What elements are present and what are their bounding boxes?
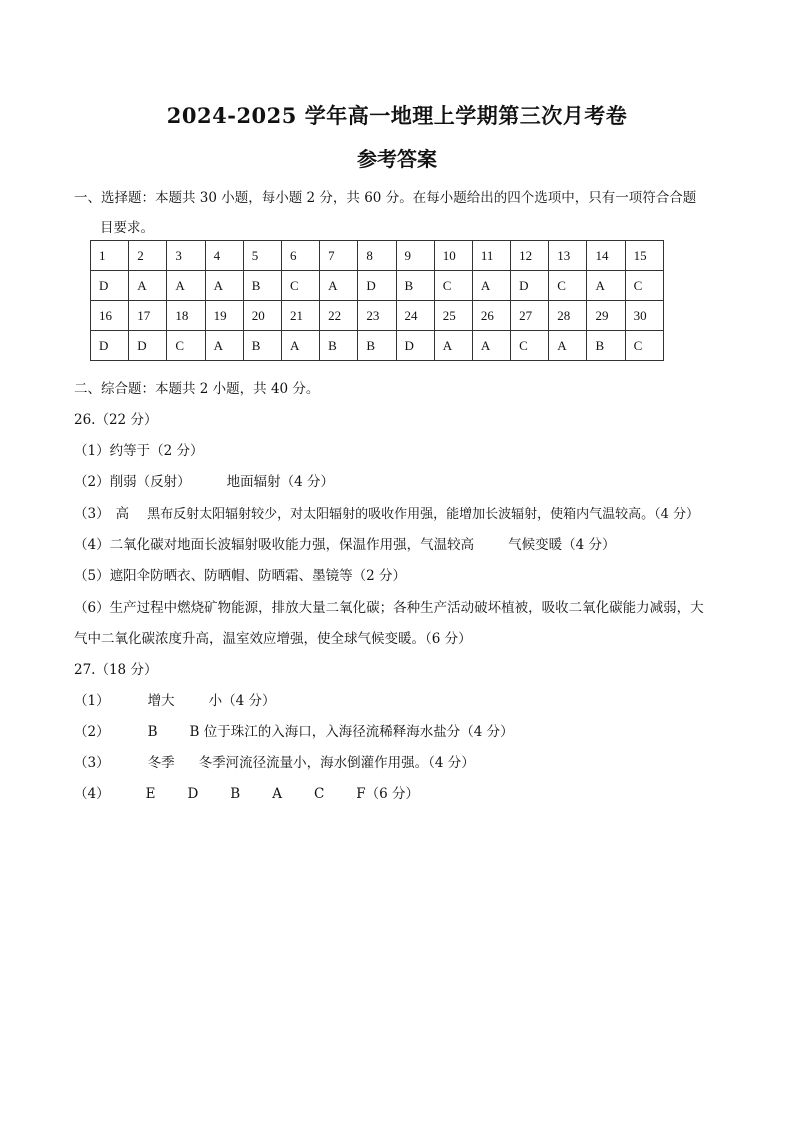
q27-answer-4-letter: C xyxy=(313,786,325,802)
table-cell: A xyxy=(549,331,587,361)
table-cell: 4 xyxy=(205,241,243,271)
table-cell: 15 xyxy=(625,241,663,271)
table-cell: B xyxy=(243,271,281,301)
table-cell: 21 xyxy=(281,301,319,331)
q26-answer-6-line2: 气中二氧化碳浓度升高，温室效应增强，使全球气候变暖。（6 分） xyxy=(74,631,472,647)
table-cell: D xyxy=(91,331,129,361)
table-cell: 24 xyxy=(396,301,434,331)
q27-answer-4-letter: D xyxy=(187,786,199,802)
table-cell: 25 xyxy=(434,301,472,331)
q26-answer-3-number: （3） xyxy=(74,506,110,522)
table-cell: A xyxy=(472,331,510,361)
table-cell: 30 xyxy=(625,301,663,331)
q27-label: 27.（18 分） xyxy=(74,662,158,678)
table-cell: C xyxy=(434,271,472,301)
q26-answer-4-part1: （4）二氧化碳对地面长波辐射吸收能力强，保温作用强，气温较高 xyxy=(74,537,475,553)
q27-answer-3-number: （3） xyxy=(74,755,110,771)
table-cell: B xyxy=(358,331,396,361)
table-cell: C xyxy=(281,271,319,301)
table-cell: 1 xyxy=(91,241,129,271)
table-cell: C xyxy=(625,271,663,301)
table-cell: A xyxy=(167,271,205,301)
table-cell: 29 xyxy=(587,301,625,331)
table-cell: C xyxy=(549,271,587,301)
table-cell: 18 xyxy=(167,301,205,331)
section1-instructions-line2: 目要求。 xyxy=(100,220,154,236)
table-cell: C xyxy=(625,331,663,361)
section2-heading: 二、综合题：本题共 2 小题，共 40 分。 xyxy=(74,381,320,397)
table-cell: 5 xyxy=(243,241,281,271)
table-cell: A xyxy=(205,271,243,301)
table-cell: 12 xyxy=(511,241,549,271)
table-cell: 7 xyxy=(320,241,358,271)
table-cell: 22 xyxy=(320,301,358,331)
table-cell: A xyxy=(587,271,625,301)
table-cell: 16 xyxy=(91,301,129,331)
table-cell: A xyxy=(434,331,472,361)
document-subtitle: 参考答案 xyxy=(357,147,437,171)
table-cell: 23 xyxy=(358,301,396,331)
table-cell: B xyxy=(243,331,281,361)
section1-instructions-line1: 一、选择题：本题共 30 小题，每小题 2 分，共 60 分。在每小题给出的四个选项中，只有一项符合合题 xyxy=(74,190,697,206)
table-cell: 10 xyxy=(434,241,472,271)
table-cell: D xyxy=(396,331,434,361)
q26-answer-6-line1: （6）生产过程中燃烧矿物能源，排放大量二氧化碳；各种生产活动破坏植被，吸收二氧化碳能力减弱，大 xyxy=(74,600,704,616)
q27-answer-2-part2: B 位于珠江的入海口，入海径流稀释海水盐分（4 分） xyxy=(189,724,514,740)
q27-answer-4-letter: B xyxy=(230,786,241,802)
q26-answer-4 xyxy=(74,533,615,553)
table-cell: A xyxy=(205,331,243,361)
q27-answer-2 xyxy=(74,720,514,740)
q27-answer-4-letter: A xyxy=(272,786,282,802)
table-cell: 2 xyxy=(129,241,167,271)
q27-answer-1-part1: 增大 xyxy=(147,693,175,709)
q27-answer-3 xyxy=(74,751,475,771)
table-cell: A xyxy=(320,271,358,301)
q27-answer-1 xyxy=(74,689,275,709)
table-cell: A xyxy=(281,331,319,361)
table-cell: 17 xyxy=(129,301,167,331)
q27-answer-2-number: （2） xyxy=(74,724,110,740)
table-cell: 20 xyxy=(243,301,281,331)
table-cell: 11 xyxy=(472,241,510,271)
table-cell: B xyxy=(587,331,625,361)
q26-answer-2-part2: 地面辐射（4 分） xyxy=(226,474,334,490)
q27-answer-3-part2: 冬季河流径流量小，海水倒灌作用强。（4 分） xyxy=(198,755,475,771)
q27-answer-3-part1: 冬季 xyxy=(147,755,175,771)
table-cell: B xyxy=(396,271,434,301)
q27-answer-1-part2: 小（4 分） xyxy=(208,693,276,709)
table-cell: A xyxy=(129,271,167,301)
q26-answer-5: （5）遮阳伞防晒衣、防晒帽、防晒霜、墨镜等（2 分） xyxy=(74,568,406,584)
table-cell: B xyxy=(320,331,358,361)
document-title: 2024-2025 学年高一地理上学期第三次月考卷 xyxy=(166,103,628,128)
q26-answer-4-part2: 气候变暖（4 分） xyxy=(508,537,616,553)
q27-answer-4 xyxy=(74,782,419,802)
q27-answer-4-letter: E xyxy=(145,786,156,802)
table-cell: 14 xyxy=(587,241,625,271)
table-cell: D xyxy=(358,271,396,301)
answer-table xyxy=(90,240,664,361)
q26-answer-2-part1: （2）削弱（反射） xyxy=(74,474,191,490)
table-cell: 13 xyxy=(549,241,587,271)
table-cell: 9 xyxy=(396,241,434,271)
q26-answer-3-text: 黑布反射太阳辐射较少，对太阳辐射的吸收作用强，能增加长波辐射，使箱内气温较高。（4 分） xyxy=(147,507,699,522)
answer-table-row-numbers-1 xyxy=(91,241,664,271)
table-cell: 19 xyxy=(205,301,243,331)
table-cell: 26 xyxy=(472,301,510,331)
table-cell: A xyxy=(472,271,510,301)
q27-answer-4-letter: F（6 分） xyxy=(356,786,420,802)
q26-answer-1: （1）约等于（2 分） xyxy=(74,443,204,459)
q27-answer-4-number: （4） xyxy=(74,786,110,802)
answer-table-row-answers-2 xyxy=(91,331,664,361)
table-cell: 8 xyxy=(358,241,396,271)
table-cell: D xyxy=(91,271,129,301)
q27-answer-2-part1: B xyxy=(147,724,158,740)
answer-table-row-answers-1 xyxy=(91,271,664,301)
table-cell: D xyxy=(129,331,167,361)
answer-table-row-numbers-2 xyxy=(91,301,664,331)
table-cell: 27 xyxy=(511,301,549,331)
q26-answer-3-word: 高 xyxy=(115,506,130,522)
table-cell: D xyxy=(511,271,549,301)
q27-answer-1-number: （1） xyxy=(74,693,110,709)
q26-answer-3 xyxy=(74,502,699,522)
table-cell: 6 xyxy=(281,241,319,271)
table-cell: 28 xyxy=(549,301,587,331)
q26-label: 26.（22 分） xyxy=(74,412,158,428)
table-cell: C xyxy=(167,331,205,361)
table-cell: 3 xyxy=(167,241,205,271)
table-cell: C xyxy=(511,331,549,361)
q26-answer-2 xyxy=(74,470,334,490)
